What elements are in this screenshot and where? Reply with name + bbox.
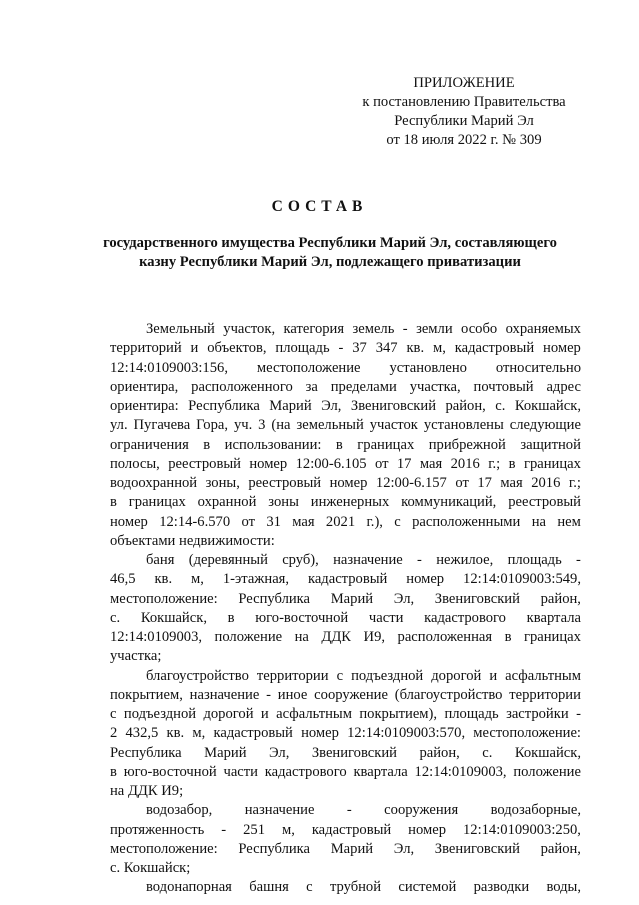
body-word: особо <box>461 321 498 337</box>
appendix-block <box>352 74 576 150</box>
body-line <box>110 801 581 820</box>
body-word: 1-этажная, <box>222 571 290 588</box>
body-word: от <box>374 455 389 472</box>
body-word: площадь <box>507 552 562 568</box>
body-word: г.; <box>488 455 501 472</box>
body-line <box>110 532 581 551</box>
body-word: расположенная <box>397 629 493 645</box>
body-word: мая <box>292 513 315 530</box>
body-word: Марий <box>204 744 247 761</box>
body-word: местоположение: <box>473 725 581 742</box>
body-word: в <box>110 763 117 780</box>
body-word: баня <box>146 552 175 568</box>
body-word: 347 <box>375 340 398 357</box>
body-word: трубной <box>329 879 382 896</box>
body-word: мая <box>500 475 523 491</box>
body-word: Эл, <box>393 840 415 857</box>
body-word: номер <box>406 571 445 588</box>
body-word: земли <box>416 321 453 337</box>
body-word: И9, <box>363 629 386 645</box>
body-word: в <box>335 436 343 453</box>
body-word: сруб), <box>282 552 319 568</box>
body-word: части <box>223 763 258 780</box>
body-word: в <box>508 455 516 472</box>
body-word: с. <box>110 860 124 876</box>
body-word: иное <box>277 686 308 703</box>
body-word: системой <box>398 879 457 896</box>
body-word: юго-восточной <box>255 609 349 626</box>
appendix-line-resolution: к постановлению Правительства <box>362 94 566 110</box>
body-word: Гора, <box>196 417 229 434</box>
body-word: ДДК <box>127 783 162 799</box>
body-word: Пугачева <box>133 417 191 434</box>
body-line <box>110 878 581 897</box>
body-word: номер <box>110 513 148 530</box>
body-word: категория <box>283 321 345 337</box>
body-word: нем <box>557 513 581 530</box>
body-word: номер <box>329 475 368 491</box>
body-word: местоположение: <box>110 590 218 607</box>
body-word: на <box>110 783 128 799</box>
body-word: кв. <box>406 340 425 357</box>
body-word: прибрежной <box>428 436 506 453</box>
body-word: с <box>110 706 117 722</box>
body-word: застройки <box>506 706 569 722</box>
body-word: Марий <box>330 590 374 607</box>
body-word: 17 <box>396 455 412 472</box>
body-line <box>110 513 581 532</box>
body-word: назначение <box>189 686 260 703</box>
body-word: участок <box>369 417 418 434</box>
body-word: водозабор, <box>146 802 213 819</box>
body-word: за <box>305 378 318 395</box>
body-word: - <box>576 552 581 568</box>
body-word: ориентира: <box>110 398 179 414</box>
body-line <box>110 570 581 589</box>
body-word: назначение <box>333 552 403 568</box>
body-word: ориентира, <box>110 378 179 395</box>
body-word: следующие <box>509 417 581 434</box>
body-word: 12:14:0109003:570, <box>347 725 466 742</box>
body-word: номер <box>408 821 447 838</box>
body-word: в <box>504 629 512 645</box>
body-word: положение <box>513 763 581 780</box>
body-word: асфальтным <box>276 706 352 722</box>
body-word: Кокшайск, <box>514 744 581 761</box>
body-word: 31 <box>266 513 281 530</box>
body-word: 12:14-6.570 <box>159 513 231 530</box>
body-word: 12:14:0109003:549, <box>463 571 581 588</box>
body-word: от <box>241 513 255 530</box>
body-word: Эл, <box>393 590 415 607</box>
body-word: И9; <box>161 783 184 799</box>
body-word: (на <box>271 417 291 434</box>
body-word: кадастровый <box>311 821 392 838</box>
body-word: юго-восточной <box>123 763 217 780</box>
body-word: охранной <box>197 494 257 511</box>
body-word: водозаборные, <box>490 802 581 819</box>
body-word: с. <box>482 744 493 761</box>
body-word: на <box>294 629 309 645</box>
body-word: почтовый <box>473 378 534 395</box>
body-word: Эл, <box>321 398 342 414</box>
body-word: район, <box>540 590 581 607</box>
body-line <box>110 378 581 397</box>
body-word: в <box>227 609 235 626</box>
body-word: 12:14:0109003:250, <box>462 821 581 838</box>
body-word: квартала <box>526 609 581 626</box>
body-word: Звениговский <box>350 398 437 414</box>
body-word: границах <box>523 629 581 645</box>
body-word: реестровый <box>248 475 322 491</box>
body-word: границах <box>357 436 415 453</box>
body-word: кв. <box>154 571 173 588</box>
body-word: Республика <box>238 590 311 607</box>
body-word: 3 <box>258 417 266 434</box>
body-line <box>110 436 581 455</box>
appendix-title: ПРИЛОЖЕНИЕ <box>413 75 515 91</box>
body-word: охраняемых <box>505 321 581 337</box>
body-word: Земельный <box>146 321 215 337</box>
body-word: земель <box>352 321 395 337</box>
body-word: участка, <box>409 378 461 395</box>
body-word: (деревянный <box>188 552 268 568</box>
body-word: реестровый <box>508 494 581 511</box>
document-heading: СОСТАВ <box>271 198 368 215</box>
body-line <box>110 493 581 512</box>
body-word: дорогой <box>203 706 254 722</box>
body-line <box>110 628 581 647</box>
body-word: установлены <box>423 417 504 434</box>
body-line <box>110 821 581 840</box>
body-word: - <box>221 821 227 838</box>
body-word: участка; <box>110 648 162 665</box>
body-word: расположенного <box>191 378 293 395</box>
body-word: назначение <box>244 802 315 819</box>
body-word: с <box>336 667 344 684</box>
body-word: Республика <box>238 840 311 857</box>
body-line <box>110 416 581 435</box>
body-word: благоустройство <box>146 667 249 684</box>
body-word: г.; <box>568 475 581 491</box>
body-word: 2016 <box>531 475 561 491</box>
body-line <box>110 339 581 358</box>
body-word: г.), <box>366 513 383 530</box>
body-word: с. <box>110 609 121 626</box>
body-word: башня <box>249 879 289 896</box>
body-word: пределами <box>330 378 397 395</box>
body-word: территорий <box>110 340 182 357</box>
document-subheading <box>70 234 590 272</box>
body-line <box>110 397 581 416</box>
subheading-line: государственного имущества Республики Марий Эл, составляющего <box>103 235 557 251</box>
body-word: водоохранной <box>110 475 198 491</box>
body-word: Звениговский <box>434 590 520 607</box>
body-word: воды, <box>546 879 581 896</box>
body-word: местоположение: <box>110 840 218 857</box>
body-word: площадь <box>275 340 330 357</box>
body-line <box>110 320 581 339</box>
body-line <box>110 724 581 743</box>
body-word: подъездной <box>123 706 197 722</box>
body-line <box>110 705 581 724</box>
body-word: 12:14:0109003:156, <box>110 359 228 376</box>
body-word: район, <box>540 840 581 857</box>
body-line <box>110 667 581 686</box>
body-word: 17 <box>477 475 492 491</box>
body-word: в <box>203 436 211 453</box>
body-word: объектов, <box>207 340 267 357</box>
body-word: номер <box>543 340 581 357</box>
body-word: подъездной <box>351 667 424 684</box>
body-word: территории <box>256 667 329 684</box>
body-word: ограничения <box>110 436 189 453</box>
body-word: (благоустройство <box>394 686 503 703</box>
body-word: Звениговский <box>311 744 397 761</box>
body-word: м, <box>432 340 446 357</box>
body-word: 2021 <box>325 513 356 530</box>
body-word: кадастровый <box>307 571 388 588</box>
body-line <box>110 840 581 859</box>
body-word: 46,5 <box>110 571 136 588</box>
body-word: зоны, <box>205 475 240 491</box>
body-word: части <box>368 609 404 626</box>
body-word: - <box>266 686 271 703</box>
body-word: адрес <box>546 378 581 395</box>
body-word: водонапорная <box>146 879 232 896</box>
body-line <box>110 744 581 763</box>
appendix-line-date: от 18 июля 2022 г. № 309 <box>386 132 542 148</box>
body-word: квартала <box>353 763 408 780</box>
body-word: положение <box>214 629 283 645</box>
body-word: 2016 <box>450 455 480 472</box>
body-line <box>110 590 581 609</box>
body-word: сооружения <box>384 802 459 819</box>
body-word: кадастровый <box>454 340 535 357</box>
body-word: и <box>260 706 269 722</box>
body-word: границах <box>128 494 186 511</box>
body-word: 12:14:0109003, <box>414 763 507 780</box>
body-word: 12:14:0109003, <box>110 629 203 645</box>
body-word: - <box>346 802 352 819</box>
body-word: объектами <box>110 532 180 549</box>
body-word: сооружение <box>314 686 388 703</box>
body-word: расположенными <box>412 513 521 530</box>
body-line <box>110 609 581 628</box>
body-word: земельный <box>296 417 364 434</box>
body-word: недвижимости: <box>179 532 275 549</box>
body-word: зоны <box>268 494 299 511</box>
body-word: м, <box>191 571 204 588</box>
body-line <box>110 474 581 493</box>
body-word: Республика <box>188 398 260 414</box>
body-word: м, <box>192 725 206 742</box>
body-word: с. <box>495 398 506 414</box>
body-word: уч. <box>233 417 253 434</box>
body-word: нежилое, <box>436 552 494 568</box>
body-word: с <box>306 879 313 896</box>
body-line <box>110 782 581 801</box>
body-word: территории <box>509 686 581 703</box>
body-word: разводки <box>473 879 530 896</box>
document-body <box>110 320 581 898</box>
body-word: Кокшайск, <box>514 398 581 414</box>
body-word: инженерных <box>310 494 390 511</box>
body-word: Кокшайск; <box>123 860 191 876</box>
body-word: участок, <box>223 321 276 337</box>
body-word: номер <box>249 455 288 472</box>
body-word: местоположение <box>256 359 361 376</box>
body-word: кадастровый <box>213 725 293 742</box>
body-word: покрытием, <box>110 686 183 703</box>
body-word: защитной <box>520 436 581 453</box>
body-word: покрытием), <box>359 706 438 722</box>
body-word: на <box>531 513 546 530</box>
body-word: и <box>489 667 498 684</box>
body-word: - <box>338 340 344 357</box>
body-word: от <box>455 475 469 491</box>
body-word: - <box>417 552 422 568</box>
body-word: Республика <box>110 744 182 761</box>
body-word: кв. <box>166 725 185 742</box>
body-word: 37 <box>352 340 367 357</box>
body-line <box>110 763 581 782</box>
body-word: 432,5 <box>125 725 159 742</box>
body-word: мая <box>419 455 443 472</box>
body-word: установлено <box>389 359 467 376</box>
body-word: кадастрового <box>424 609 506 626</box>
appendix-line-republic: Республики Марий Эл <box>394 113 534 129</box>
body-word: кадастрового <box>264 763 347 780</box>
body-word: использовании: <box>224 436 322 453</box>
body-word: реестровый <box>168 455 241 472</box>
body-word: Кокшайск, <box>140 609 207 626</box>
body-word: и <box>190 340 199 357</box>
body-word: Эл, <box>268 744 290 761</box>
body-word: район, <box>419 744 460 761</box>
body-word: границах <box>523 455 581 472</box>
body-word: - <box>576 706 581 722</box>
body-word: асфальтным <box>505 667 581 684</box>
body-word: Марий <box>330 840 374 857</box>
body-word: площадь <box>444 706 499 722</box>
body-word: в <box>110 494 117 511</box>
body-word: коммуникаций, <box>401 494 497 511</box>
body-word: 251 <box>243 821 265 838</box>
body-word: Марий <box>269 398 312 414</box>
body-word: с <box>394 513 401 530</box>
body-word: протяженность <box>110 821 205 838</box>
body-word: 12:00-6.105 <box>295 455 367 472</box>
body-word: ул. <box>110 417 128 434</box>
subheading-line: казну Республики Марий Эл, подлежащего приватизации <box>139 254 521 270</box>
body-line <box>110 686 581 705</box>
body-line <box>110 455 581 474</box>
body-word: 12:00-6.157 <box>375 475 447 491</box>
body-line <box>110 359 581 378</box>
body-word: номер <box>301 725 339 742</box>
body-word: Звениговский <box>434 840 520 857</box>
body-word: 2 <box>110 725 118 742</box>
body-word: полосы, <box>110 455 160 472</box>
body-word: ДДК <box>321 629 352 645</box>
body-line <box>110 647 581 666</box>
body-word: относительно <box>495 359 581 376</box>
body-word: район, <box>445 398 486 414</box>
body-word: - <box>402 321 408 337</box>
body-line <box>110 859 581 878</box>
body-line <box>110 551 581 570</box>
body-word: м, <box>281 821 295 838</box>
body-word: дорогой <box>431 667 482 684</box>
